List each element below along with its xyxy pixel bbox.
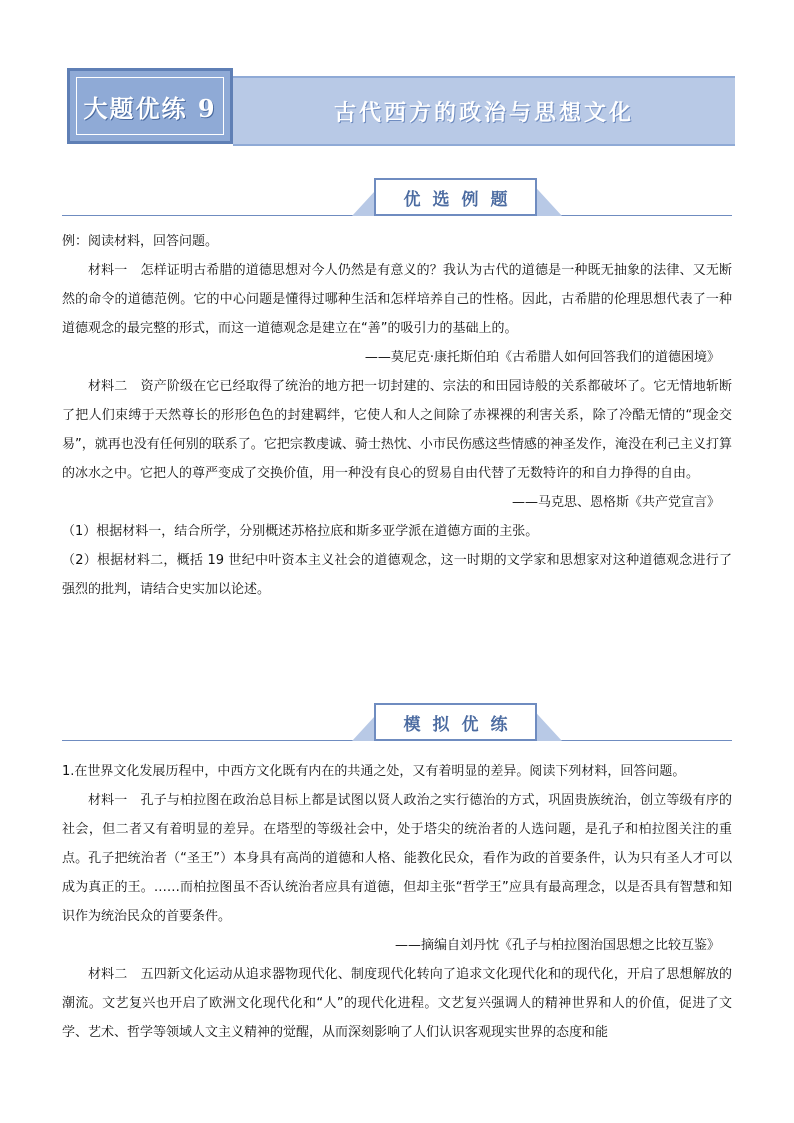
section-heading-example	[62, 172, 732, 222]
title-banner	[67, 68, 735, 144]
material-1-source: ——莫尼克·康托斯伯珀《古希腊人如何回答我们的道德困境》	[364, 350, 720, 365]
page-title: 古代西方的政治与思想文化	[333, 99, 634, 126]
banner-label-box	[67, 68, 233, 144]
material-2-source: ——马克思、恩格斯《共产党宣言》	[511, 495, 720, 510]
material-1-source: ——摘编自刘丹忱《孔子与柏拉图治国思想之比较互鉴》	[394, 938, 720, 953]
material-1: 材料一 孔子与柏拉图在政治总目标上都是试图以贤人政治之实行德治的方式，巩固贵族统治，创立等级有序的社会，但二者又有着明显的差异。在塔型的等级社会中，处于塔尖的统治者的人选问题，是孔子和柏拉图关注的重点。孔子把统治者（“圣王”）本身具有高尚的道德和人格、能教化民众，看作为政的首要条件，认为只有圣人才可以成为真正的王。……而柏拉图虽不否认统治者应具有道德，但却主张“哲学王”应具有最高理念，以是否具有智慧和知识作为统治民众的首要条件。	[62, 793, 732, 924]
material-2: 材料二 五四新文化运动从追求器物现代化、制度现代化转向了追求文化现代化和的现代化，开启了思想解放的潮流。文艺复兴也开启了欧洲文化现代化和“人”的现代化进程。文艺复兴强调人的精神世界和人的价值，促进了文学、艺术、哲学等领域人文主义精神的觉醒，从而深刻影响了人们认识客观现实世界的态度和能	[62, 967, 732, 1040]
heading-box	[374, 178, 537, 216]
banner-title-box	[233, 76, 735, 146]
banner-label: 大题优练 9	[83, 93, 217, 123]
section-heading-practice	[62, 697, 732, 747]
intro-line: 1.在世界文化发展历程中，中西方文化既有内在的共通之处，又有着明显的差异。阅读下列材料，回答问题。	[62, 764, 686, 779]
section-heading: 模拟优练	[403, 714, 520, 735]
intro-line: 例：阅读材料，回答问题。	[62, 234, 219, 249]
material-2: 材料二 资产阶级在它已经取得了统治的地方把一切封建的、宗法的和田园诗般的关系都破坏了。它无情地斩断了把人们束缚于天然尊长的形形色色的封建羁绊，它使人和人之间除了赤裸裸的利害关系，除了冷酷无情的“现金交易”，就再也没有任何别的联系了。它把宗教虔诚、骑士热忱、小市民伤感这些情感的神圣发作，淹没在利己主义打算的冰水之中。它把人的尊严变成了交换价值，用一种没有良心的贸易自由代替了无数特许的和自力挣得的自由。	[62, 379, 732, 481]
practice-section	[62, 757, 732, 1047]
example-section	[62, 227, 732, 604]
question-2: （2）根据材料二，概括 19 世纪中叶资本主义社会的道德观念，这一时期的文学家和思想家对这种道德观念进行了强烈的批判，请结合史实加以论述。	[62, 553, 732, 597]
heading-box	[374, 703, 537, 741]
material-1: 材料一 怎样证明古希腊的道德思想对今人仍然是有意义的？我认为古代的道德是一种既无抽象的法律、又无断然的命令的道德范例。它的中心问题是懂得过哪种生活和怎样培养自己的性格。因此，古希腊的伦理思想代表了一种道德观念的最完整的形式，而这一道德观念是建立在“善”的吸引力的基础上的。	[62, 263, 732, 336]
section-heading: 优选例题	[403, 189, 520, 210]
question-1: （1）根据材料一，结合所学，分别概述苏格拉底和斯多亚学派在道德方面的主张。	[62, 524, 539, 539]
